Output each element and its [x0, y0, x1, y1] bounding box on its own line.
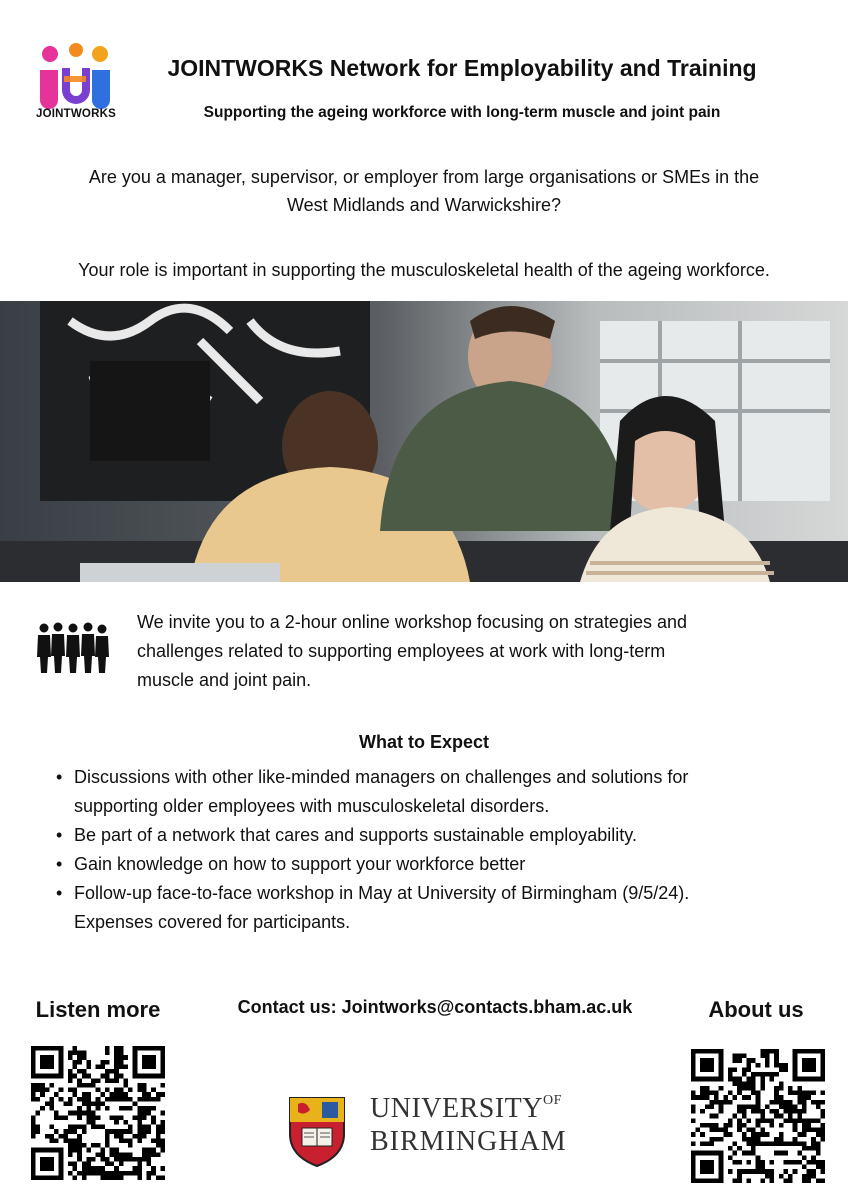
contact-email[interactable]: Contact us: Jointworks@contacts.bham.ac.uk [237, 997, 633, 1017]
page-subtitle: Supporting the ageing workforce with long-term muscle and joint pain [203, 104, 721, 121]
list-item-line: supporting older employees with musculoskeletal disorders. [74, 796, 550, 816]
university-crest [288, 1096, 346, 1168]
listen-more-label: Listen more [35, 997, 161, 1022]
university-name-of: OF [543, 1093, 562, 1108]
list-item-line: • Follow-up face-to-face workshop in May at University of Birmingham (9/5/24). [74, 883, 690, 903]
list-item-line: • Gain knowledge on how to support your workforce better [74, 854, 526, 874]
intro-question-line: Are you a manager, supervisor, or employer from large organisations or SMEs in the [88, 167, 760, 187]
list-item-line: • Discussions with other like-minded managers on challenges and solutions for [74, 767, 689, 787]
list-item [56, 821, 796, 850]
listen-more-qr-code[interactable] [31, 1046, 165, 1180]
intro-question [20, 163, 828, 219]
list-item [56, 850, 796, 879]
university-name-line2: BIRMINGHAM [370, 1126, 567, 1157]
invite-line: challenges related to supporting employees at work with long-term [137, 641, 666, 661]
expect-list [56, 763, 796, 937]
intro-question-line: West Midlands and Warwickshire? [286, 195, 562, 215]
list-item [56, 879, 796, 937]
about-us-label: About us [708, 997, 804, 1022]
list-item-line: • Be part of a network that cares and supports sustainable employability. [74, 825, 637, 845]
people-group-icon [36, 620, 110, 674]
list-item [56, 763, 796, 821]
workplace-photo [0, 301, 848, 582]
university-name [370, 1093, 562, 1125]
about-us-qr-code[interactable] [691, 1049, 825, 1183]
university-name-part: UNIVERSITY [370, 1093, 543, 1124]
invite-line: muscle and joint pain. [137, 670, 312, 690]
list-item-line: Expenses covered for participants. [74, 912, 351, 932]
intro-role: Your role is important in supporting the musculoskeletal health of the ageing workforce. [78, 260, 770, 280]
invite-line: We invite you to a 2-hour online workshop focusing on strategies and [137, 612, 687, 632]
logo-text: JOINTWORKS [36, 108, 116, 120]
expect-heading: What to Expect [358, 732, 489, 752]
page-title: JOINTWORKS Network for Employability and Training [167, 55, 757, 81]
invite-text [137, 608, 797, 695]
